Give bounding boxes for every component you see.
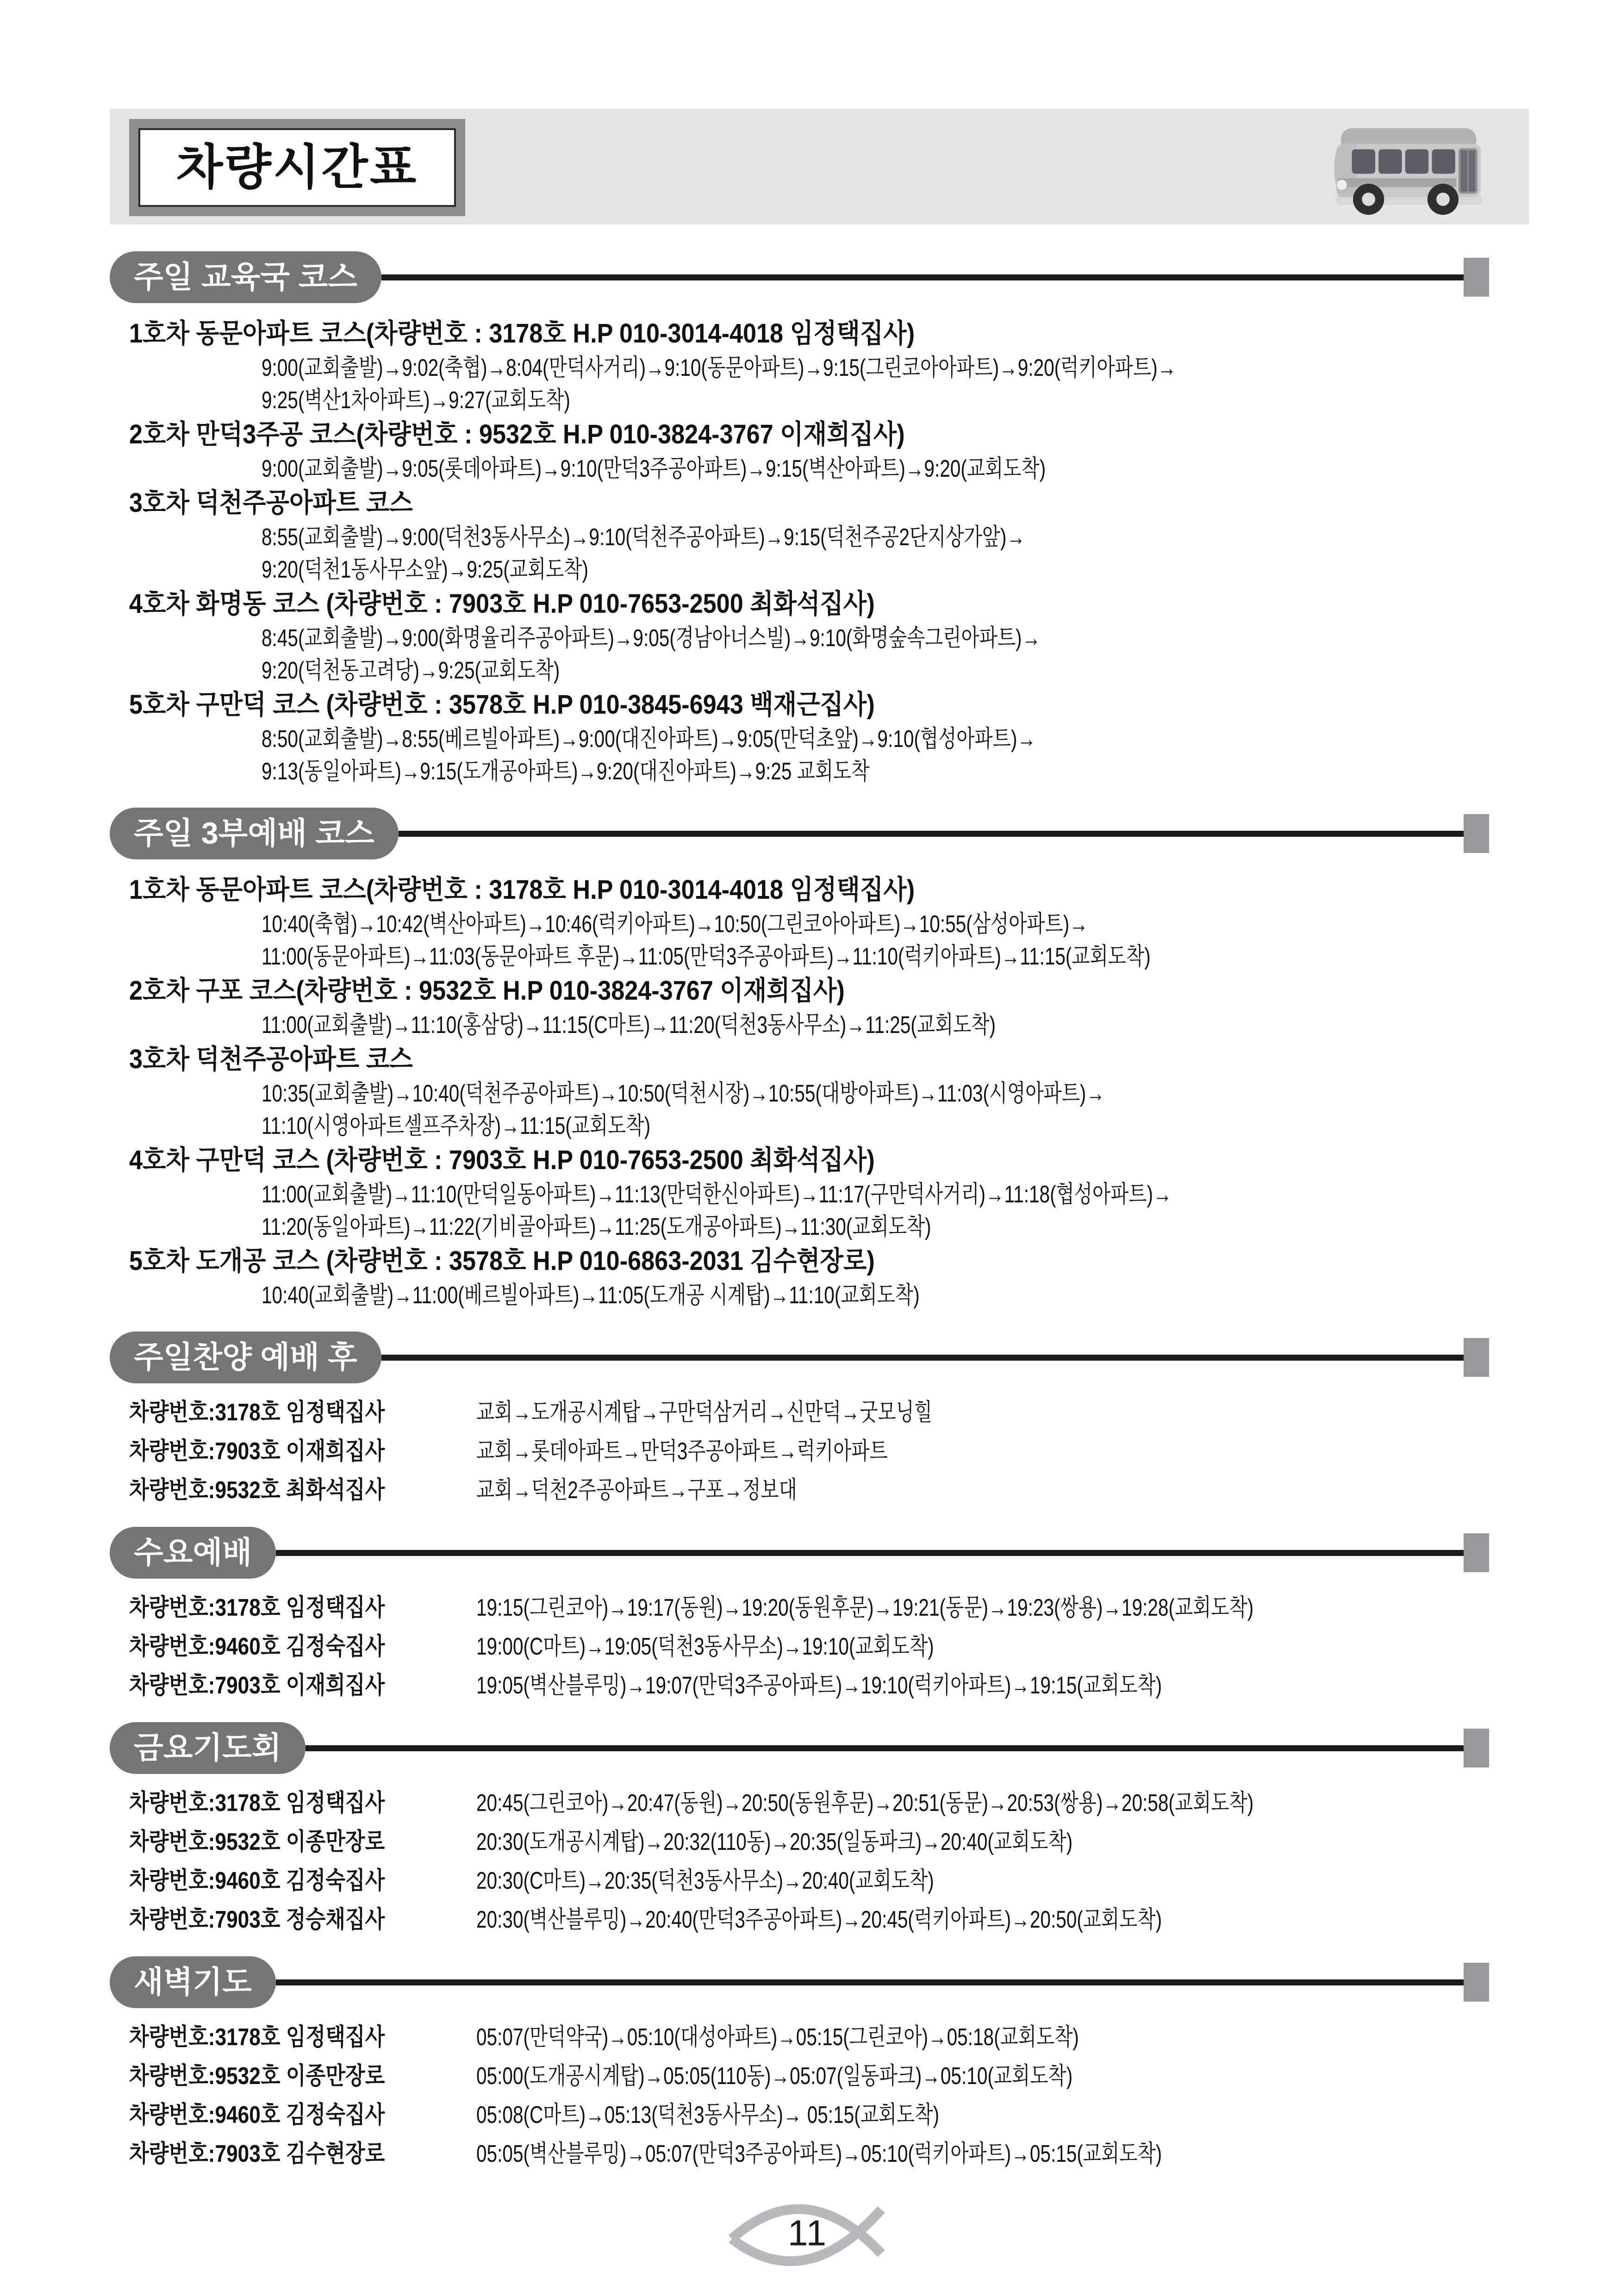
course-title [129,417,1615,453]
route-line-text: 10:40(교회출발)→11:00(베르빌아파트)→11:05(도개공 시계탑)→11:10(교회도착) [262,1282,920,1309]
bus-course [0,973,1615,1041]
vehicle-label [129,1669,476,1702]
route-line [262,352,1615,384]
section-heading: 수요예배 [134,1535,252,1570]
vehicle-route-text: 20:30(C마트)→20:35(덕천3동사무소)→20:40(교회도착) [476,1867,934,1894]
bus-course [0,872,1615,973]
vehicle-label [129,1591,476,1624]
section-header [110,1330,1489,1385]
section-rule [381,1355,1464,1361]
vehicle-label [129,1864,476,1898]
course-title-text: 3호차 덕천주공아파트 코스 [129,1044,413,1074]
vehicle-label-text: 차량번호:9460호 김정숙집사 [129,1867,385,1894]
bus-course [0,1142,1615,1243]
route-line [262,521,1615,554]
section-endcap-square [1464,814,1489,853]
course-title-text: 1호차 동문아파트 코스(차량번호 : 3178호 H.P 010-3014-4018 임정택집사) [129,875,915,905]
route-line-text: 9:25(벽산1차아파트)→9:27(교회도착) [262,387,570,414]
bus-course [0,417,1615,485]
route-line-text: 11:00(교회출발)→11:10(홍삼당)→11:15(C마트)→11:20(덕천3동사무소)→11:25(교회도착) [262,1012,996,1039]
section-rule [399,831,1464,837]
vehicle-route-text: 05:00(도개공시계탑)→05:05(110동)→05:07(일동파크)→05:10(교회도착) [476,2063,1073,2090]
vehicle-label [129,1396,476,1429]
section-endcap-square [1464,258,1489,297]
section-heading-pill [110,1527,276,1579]
course-title-text: 2호차 만덕3주공 코스(차량번호 : 9532호 H.P 010-3824-3767 이재희집사) [129,419,905,449]
route-line-text: 9:20(덕천1동사무소앞)→9:25(교회도착) [262,556,589,583]
vehicle-route [476,1864,1063,1898]
vehicle-route-text: 20:30(벽산블루밍)→20:40(만덕3주공아파트)→20:45(럭키아파트)→20:50(교회도착) [476,1906,1162,1933]
section-body [0,1591,1615,1702]
bus-course [0,316,1615,417]
vehicle-label [129,1435,476,1468]
vehicle-label-text: 차량번호:3178호 임정택집사 [129,2024,385,2051]
vehicle-route [476,1396,1061,1429]
vehicle-row [129,1630,1615,1663]
route-line-text: 11:20(동일아파트)→11:22(기비골아파트)→11:25(도개공아파트)→11:30(교회도착) [262,1213,931,1240]
timetable-sections [0,231,1615,2176]
vehicle-label-text: 차량번호:7903호 이재희집사 [129,1438,385,1465]
section-heading-pill [110,251,381,303]
section-heading: 주일찬양 예배 후 [134,1340,357,1375]
course-title [129,872,1615,908]
vehicle-row [129,1396,1615,1429]
course-title-text: 1호차 동문아파트 코스(차량번호 : 3178호 H.P 010-3014-4018 임정택집사) [129,318,915,348]
route-line [262,453,1615,485]
vehicle-route [476,1903,1355,1936]
vehicle-label [129,1630,476,1663]
route-line [262,384,1615,417]
vehicle-route-text: 05:05(벽산블루밍)→05:07(만덕3주공아파트)→05:10(럭키아파트)→05:15(교회도착) [476,2140,1162,2167]
vehicle-label-text: 차량번호:9460호 김정숙집사 [129,1633,385,1660]
vehicle-label-text: 차량번호:9460호 김정숙집사 [129,2102,385,2128]
section-header [110,806,1489,861]
route-line-text: 9:20(덕천동고려당)→9:25(교회도착) [262,657,560,684]
vehicle-route-text: 19:00(C마트)→19:05(덕천3동사무소)→19:10(교회도착) [476,1633,934,1660]
vehicle-route-text: 20:30(도개공시계탑)→20:32(110동)→20:35(일동파크)→20:40(교회도착) [476,1829,1073,1855]
course-title [129,586,1615,622]
vehicle-row [129,1786,1615,1820]
section-endcap-square [1464,1338,1489,1377]
vehicle-label-text: 차량번호:3178호 임정택집사 [129,1399,385,1426]
vehicle-route [476,2060,1241,2093]
route-line-text: 8:45(교회출발)→9:00(화명율리주공아파트)→9:05(경남아너스빌)→9:10(화명숲속그린아파트)→ [262,625,1041,652]
section-body [0,1786,1615,1936]
page-title: 차량시간표 [176,141,418,194]
route-line [262,622,1615,654]
section-rule [276,1979,1464,1985]
vehicle-label-text: 차량번호:9532호 이종만장로 [129,1829,385,1855]
page-number: 11 [788,2212,827,2253]
route-line [262,1178,1615,1211]
route-line [262,1077,1615,1110]
vehicle-route [476,2137,1355,2171]
bus-course [0,1041,1615,1142]
route-line-text: 11:00(교회출발)→11:10(만덕일동아파트)→11:13(만덕한신아파트)→11:17(구만덕사거리)→11:18(협성아파트)→ [262,1181,1172,1208]
section [0,1721,1615,1936]
vehicle-route [476,1825,1241,1859]
section-header [110,1525,1489,1580]
vehicle-label [129,2060,476,2093]
section-header [110,1721,1489,1775]
route-line [262,1009,1615,1041]
course-title-text: 2호차 구포 코스(차량번호 : 9532호 H.P 010-3824-3767 이재희집사) [129,976,845,1006]
route-line [262,723,1615,755]
vehicle-route-text: 19:15(그린코아)→19:17(동원)→19:20(동원후문)→19:21(동문)→19:23(쌍용)→19:28(교회도착) [476,1594,1254,1621]
route-line-text: 8:50(교회출발)→8:55(베르빌아파트)→9:00(대진아파트)→9:05(만덕초앞)→9:10(협성아파트)→ [262,726,1036,753]
bus-course [0,586,1615,687]
section-body [0,1396,1615,1507]
section [0,1955,1615,2171]
route-line-text: 9:00(교회출발)→9:05(롯데아파트)→9:10(만덕3주공아파트)→9:15(벽산아파트)→9:20(교회도착) [262,455,1046,482]
route-line [262,1279,1615,1312]
section-heading: 주일 3부예배 코스 [134,816,374,851]
course-title [129,687,1615,723]
vehicle-route-text: 교회→롯데아파트→만덕3주공아파트→럭키아파트 [476,1438,888,1465]
vehicle-label-text: 차량번호:3178호 임정택집사 [129,1790,385,1817]
vehicle-route [476,1591,1473,1624]
vehicle-route-text: 교회→덕천2주공아파트→구포→정보대 [476,1477,797,1504]
vehicle-route [476,2098,1070,2132]
section-heading-pill [110,808,399,859]
section-header [110,250,1489,305]
bus-icon [1311,112,1506,223]
page-title-inner [138,128,456,207]
section-body [0,872,1615,1312]
route-line [262,1211,1615,1243]
section-heading-pill [110,1332,381,1383]
section-rule [306,1745,1464,1751]
route-line [262,554,1615,586]
vehicle-row [129,1864,1615,1898]
vehicle-row [129,1591,1615,1624]
vehicle-label [129,1474,476,1507]
vehicle-row [129,1903,1615,1936]
vehicle-route-text: 19:05(벽산블루밍)→19:07(만덕3주공아파트)→19:10(럭키아파트)→19:15(교회도착) [476,1672,1162,1699]
vehicle-route-text: 교회→도개공시계탑→구만덕삼거리→신만덕→굿모닝힐 [476,1399,933,1426]
course-title-text: 4호차 화명동 코스 (차량번호 : 7903호 H.P 010-7653-2500 최화석집사) [129,589,875,619]
route-line-text: 10:35(교회출발)→10:40(덕천주공아파트)→10:50(덕천시장)→10:55(대방아파트)→11:03(시영아파트)→ [262,1080,1105,1107]
course-title-text: 3호차 덕천주공아파트 코스 [129,488,413,518]
route-line-text: 11:10(시영아파트셀프주차장)→11:15(교회도착) [262,1113,651,1139]
route-line [262,654,1615,687]
bus-course [0,1243,1615,1312]
vehicle-label-text: 차량번호:7903호 이재희집사 [129,1672,385,1699]
vehicle-row [129,1474,1615,1507]
vehicle-label-text: 차량번호:3178호 임정택집사 [129,1594,385,1621]
vehicle-route-text: 20:45(그린코아)→20:47(동원)→20:50(동원후문)→20:51(동문)→20:53(쌍용)→20:58(교회도착) [476,1790,1254,1817]
vehicle-label [129,1903,476,1936]
fish-logo-icon [724,2189,891,2289]
course-title-text: 5호차 도개공 코스 (차량번호 : 3578호 H.P 010-6863-2031 김수현장로) [129,1246,875,1276]
route-line-text: 8:55(교회출발)→9:00(덕천3동사무소)→9:10(덕천주공아파트)→9:15(덕천주공2단지상가앞)→ [262,524,1025,551]
course-title [129,1243,1615,1279]
course-title [129,1142,1615,1178]
vehicle-route [476,2021,1249,2054]
vehicle-route [476,1786,1473,1820]
section-body [0,2021,1615,2171]
section [0,1525,1615,1702]
section-rule [276,1550,1464,1556]
vehicle-label-text: 차량번호:9532호 최화석집사 [129,1477,385,1504]
course-title [129,973,1615,1009]
course-title [129,485,1615,521]
section-heading-pill [110,1956,276,2008]
route-line [262,1110,1615,1142]
route-line [262,755,1615,788]
vehicle-route-text: 05:08(C마트)→05:13(덕천3동사무소)→ 05:15(교회도착) [476,2102,939,2128]
course-title [129,316,1615,352]
section-endcap-square [1464,1729,1489,1767]
section [0,250,1615,788]
route-line-text: 10:40(축협)→10:42(벽산아파트)→10:46(럭키아파트)→10:50(그린코아아파트)→10:55(삼성아파트)→ [262,911,1088,938]
course-title [129,1041,1615,1077]
vehicle-route-text: 05:07(만덕약국)→05:10(대성아파트)→05:15(그린코아)→05:18(교회도착) [476,2024,1079,2051]
section-header [110,1955,1489,2010]
title-banner [110,109,1529,224]
section-endcap-square [1464,1533,1489,1572]
vehicle-label [129,1786,476,1820]
section-heading: 새벽기도 [134,1965,252,1999]
route-line [262,940,1615,973]
section-endcap-square [1464,1963,1489,2002]
vehicle-label [129,2137,476,2171]
bus-course [0,687,1615,788]
vehicle-row [129,1435,1615,1468]
course-title-text: 5호차 구만덕 코스 (차량번호 : 3578호 H.P 010-3845-6943 백재근집사) [129,690,875,720]
vehicle-route [476,1435,1004,1468]
vehicle-row [129,1825,1615,1859]
section [0,806,1615,1312]
vehicle-label-text: 차량번호:7903호 정승채집사 [129,1906,385,1933]
section-rule [381,274,1464,280]
vehicle-row [129,2060,1615,2093]
vehicle-label-text: 차량번호:9532호 이종만장로 [129,2063,385,2090]
vehicle-row [129,2021,1615,2054]
vehicle-label [129,1825,476,1859]
section-heading: 금요기도회 [134,1730,281,1765]
vehicle-label [129,2098,476,2132]
vehicle-label [129,2021,476,2054]
section [0,1330,1615,1507]
vehicle-route [476,1474,887,1507]
vehicle-row [129,1669,1615,1702]
vehicle-label-text: 차량번호:7903호 김수현장로 [129,2140,385,2167]
bus-course [0,485,1615,586]
route-line-text: 9:00(교회출발)→9:02(축협)→8:04(만덕사거리)→9:10(동문아파트)→9:15(그린코아아파트)→9:20(럭키아파트)→ [262,355,1177,381]
route-line-text: 9:13(동일아파트)→9:15(도개공아파트)→9:20(대진아파트)→9:25 교회도착 [262,758,870,785]
section-body [0,316,1615,788]
route-line-text: 11:00(동문아파트)→11:03(동문아파트 후문)→11:05(만덕3주공아파트)→11:10(럭키아파트)→11:15(교회도착) [262,943,1151,970]
section-heading-pill [110,1722,306,1774]
page-footer [0,2189,1615,2289]
vehicle-row [129,2137,1615,2171]
vehicle-route [476,1669,1355,1702]
vehicle-row [129,2098,1615,2132]
page-title-box [129,119,465,216]
section-heading: 주일 교육국 코스 [134,260,357,294]
course-title-text: 4호차 구만덕 코스 (차량번호 : 7903호 H.P 010-7653-2500 최화석집사) [129,1145,875,1175]
route-line [262,908,1615,940]
vehicle-route [476,1630,1063,1663]
